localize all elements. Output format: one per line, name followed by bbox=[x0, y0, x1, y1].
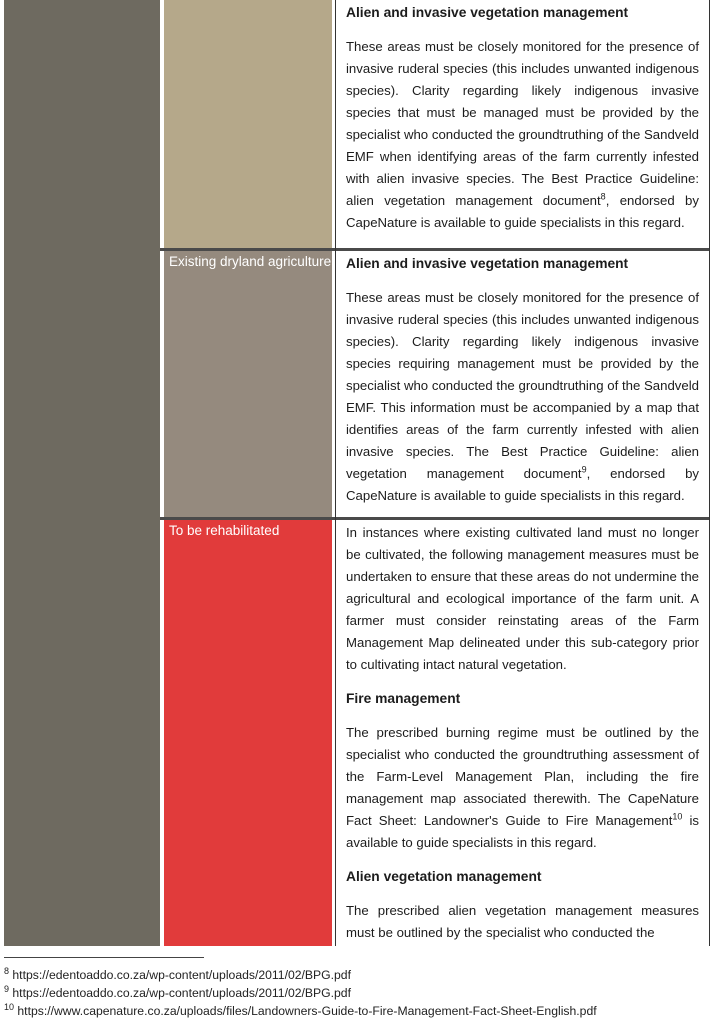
column-divider bbox=[335, 0, 336, 946]
footnote-url[interactable]: https://edentoaddo.co.za/wp-content/uploads/2011/02/BPG.pdf bbox=[12, 968, 351, 982]
subcategory-label: To be rehabilitated bbox=[169, 523, 280, 538]
subcategory-label: Existing dryland agriculture bbox=[169, 254, 332, 269]
fire-paragraph: The prescribed burning regime must be outlined by the specialist who conducted the groundtruthing assessment of the Farm-Level Management Plan, including the fire management map associated therewith. The CapeNature Fact Sheet: Landowner's Guide to Fire Management$^{10}$ is available to guide specialists in this regard. bbox=[346, 725, 700, 850]
measures-cell-3 bbox=[336, 520, 706, 946]
subcategory-cell-dryland bbox=[164, 251, 332, 517]
intro-paragraph: In instances where existing cultivated land must no longer be cultivated, the following management measures must be undertaken to ensure that these areas do not undermine the agricultural and ecological importance of the farm unit. A farmer must consider reinstating areas of the Farm Management Map delineated under this sub-category prior to cultivating intact natural vegetation. bbox=[346, 525, 699, 672]
measures-cell-2 bbox=[336, 251, 706, 517]
row-divider bbox=[160, 517, 710, 520]
subcategory-cell-rehabilitated bbox=[164, 520, 332, 946]
footnote-item: $^8$ https://edentoaddo.co.za/wp-content/uploads/2011/02/BPG.pdf bbox=[4, 965, 351, 982]
measures-cell-1 bbox=[336, 0, 706, 248]
subcategory-cell-sandveld bbox=[164, 0, 332, 248]
footnote-rule bbox=[4, 957, 204, 958]
footnote-url[interactable]: https://edentoaddo.co.za/wp-content/uploads/2011/02/BPG.pdf bbox=[12, 986, 351, 1000]
body-paragraph: These areas must be closely monitored for the presence of invasive ruderal species (this includes unwanted indigenous species). Clarity regarding likely indigenous invasive species requiring management must be provided by the specialist who conducted the groundtruthing of the Sandveld EMF. This information must be accompanied by a map that identifies areas of the farm currently infested with alien invasive species. The Best Practice Guideline: alien vegetation management document$^9$, endorsed by CapeNature is available to guide specialists in this regard. bbox=[346, 290, 699, 503]
footnote-ref[interactable]: 8 bbox=[600, 191, 606, 202]
alien-paragraph: The prescribed alien vegetation management measures must be outlined by the specialist who conducted the bbox=[346, 903, 699, 940]
alien-heading: Alien vegetation management bbox=[346, 869, 542, 884]
section-heading: Alien and invasive vegetation management bbox=[346, 5, 629, 20]
subcategory-label bbox=[164, 0, 332, 2]
footnote-url[interactable]: https://www.capenature.co.za/uploads/files/Landowners-Guide-to-Fire-Management-Fact-Sheet-English.pdf bbox=[17, 1004, 597, 1018]
fire-heading: Fire management bbox=[346, 691, 461, 706]
table-right-border bbox=[709, 0, 710, 946]
footnote-ref[interactable]: 9 bbox=[581, 464, 587, 475]
row-divider bbox=[160, 248, 710, 251]
footnotes bbox=[4, 966, 710, 1020]
footnote-ref[interactable]: 10 bbox=[672, 811, 683, 822]
footnote-item: $^{10}$ https://www.capenature.co.za/uploads/files/Landowners-Guide-to-Fire-Management-Fact-Sheet-English.pdf bbox=[4, 1001, 597, 1018]
body-paragraph: These areas must be closely monitored for the presence of invasive ruderal species (this includes unwanted indigenous species). Clarity regarding likely indigenous invasive species that must be managed must be provided by the specialist who conducted the groundtruthing of the Sandveld EMF when identifying areas of the farm currently infested with alien invasive species. The Best Practice Guideline: alien vegetation management document$^8$, endorsed by CapeNature is available to guide specialists in this regard. bbox=[346, 39, 699, 230]
category-column bbox=[4, 0, 160, 946]
footnote-item: $^9$ https://edentoaddo.co.za/wp-content/uploads/2011/02/BPG.pdf bbox=[4, 983, 351, 1000]
section-heading: Alien and invasive vegetation management bbox=[346, 256, 629, 271]
